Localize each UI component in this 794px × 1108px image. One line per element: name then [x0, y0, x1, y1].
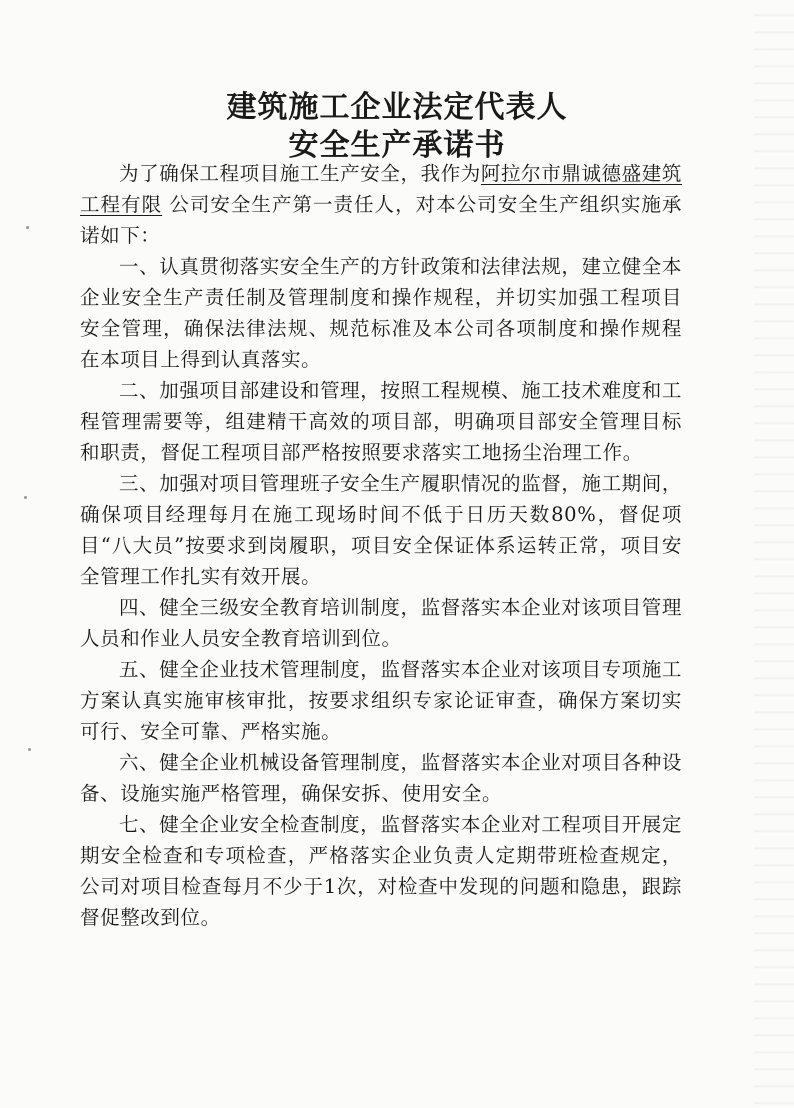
intro-paragraph — [80, 158, 682, 251]
intro-suffix: 公司安全生产第一责任人，对本公司安全生产组织实施承诺如下： — [80, 193, 682, 247]
company-name: 阿拉尔市鼎诚德盛建筑工程有限 — [80, 162, 682, 216]
commitment-item-5: 五、健全企业技术管理制度，监督落实本企业对该项目专项施工方案认真实施审核审批，按要求组织专家论证审查，确保方案切实可行、安全可靠、严格实施。 — [80, 658, 682, 743]
scan-speck — [28, 748, 31, 751]
commitment-item-4: 四、健全三级安全教育培训制度，监督落实本企业对该项目管理人员和作业人员安全教育培训到位。 — [80, 596, 682, 650]
scan-speck — [26, 226, 29, 229]
commitment-item-1: 一、认真贯彻落实安全生产的方针政策和法律法规，建立健全本企业安全生产责任制及管理制度和操作规程，并切实加强工程项目安全管理，确保法律法规、规范标准及本公司各项制度和操作规程在本项目上得到认真落实。 — [80, 255, 682, 371]
commitment-item-6: 六、健全企业机械设备管理制度，监督落实本企业对项目各种设备、设施实施严格管理，确保安拆、使用安全。 — [80, 751, 682, 805]
commitment-item-2: 二、加强项目部建设和管理，按照工程规模、施工技术难度和工程管理需要等，组建精干高效的项目部，明确项目部安全管理目标和职责，督促工程项目部严格按照要求落实工地扬尘治理工作。 — [80, 379, 682, 464]
commitment-item-7: 七、健全企业安全检查制度，监督落实本企业对工程项目开展定期安全检查和专项检查，严格落实企业负责人定期带班检查规定，公司对项目检查每月不少于1次，对检查中发现的问题和隐患，跟踪督促整改到位。 — [80, 813, 682, 929]
scan-speck — [24, 496, 27, 499]
document-title-line-1: 建筑施工企业法定代表人 — [226, 90, 568, 125]
document-title-line-2: 安全生产承诺书 — [288, 128, 506, 163]
scan-edge-noise — [754, 0, 794, 1108]
intro-prefix: 为了确保工程项目施工生产安全，我作为 — [119, 162, 481, 185]
document-body — [80, 158, 682, 933]
commitment-item-3: 三、加强对项目管理班子安全生产履职情况的监督，施工期间，确保项目经理每月在施工现场时间不低于日历天数80%，督促项目“八大员”按要求到岗履职，项目安全保证体系运转正常，项目安全管理工作扎实有效开展。 — [80, 472, 682, 588]
